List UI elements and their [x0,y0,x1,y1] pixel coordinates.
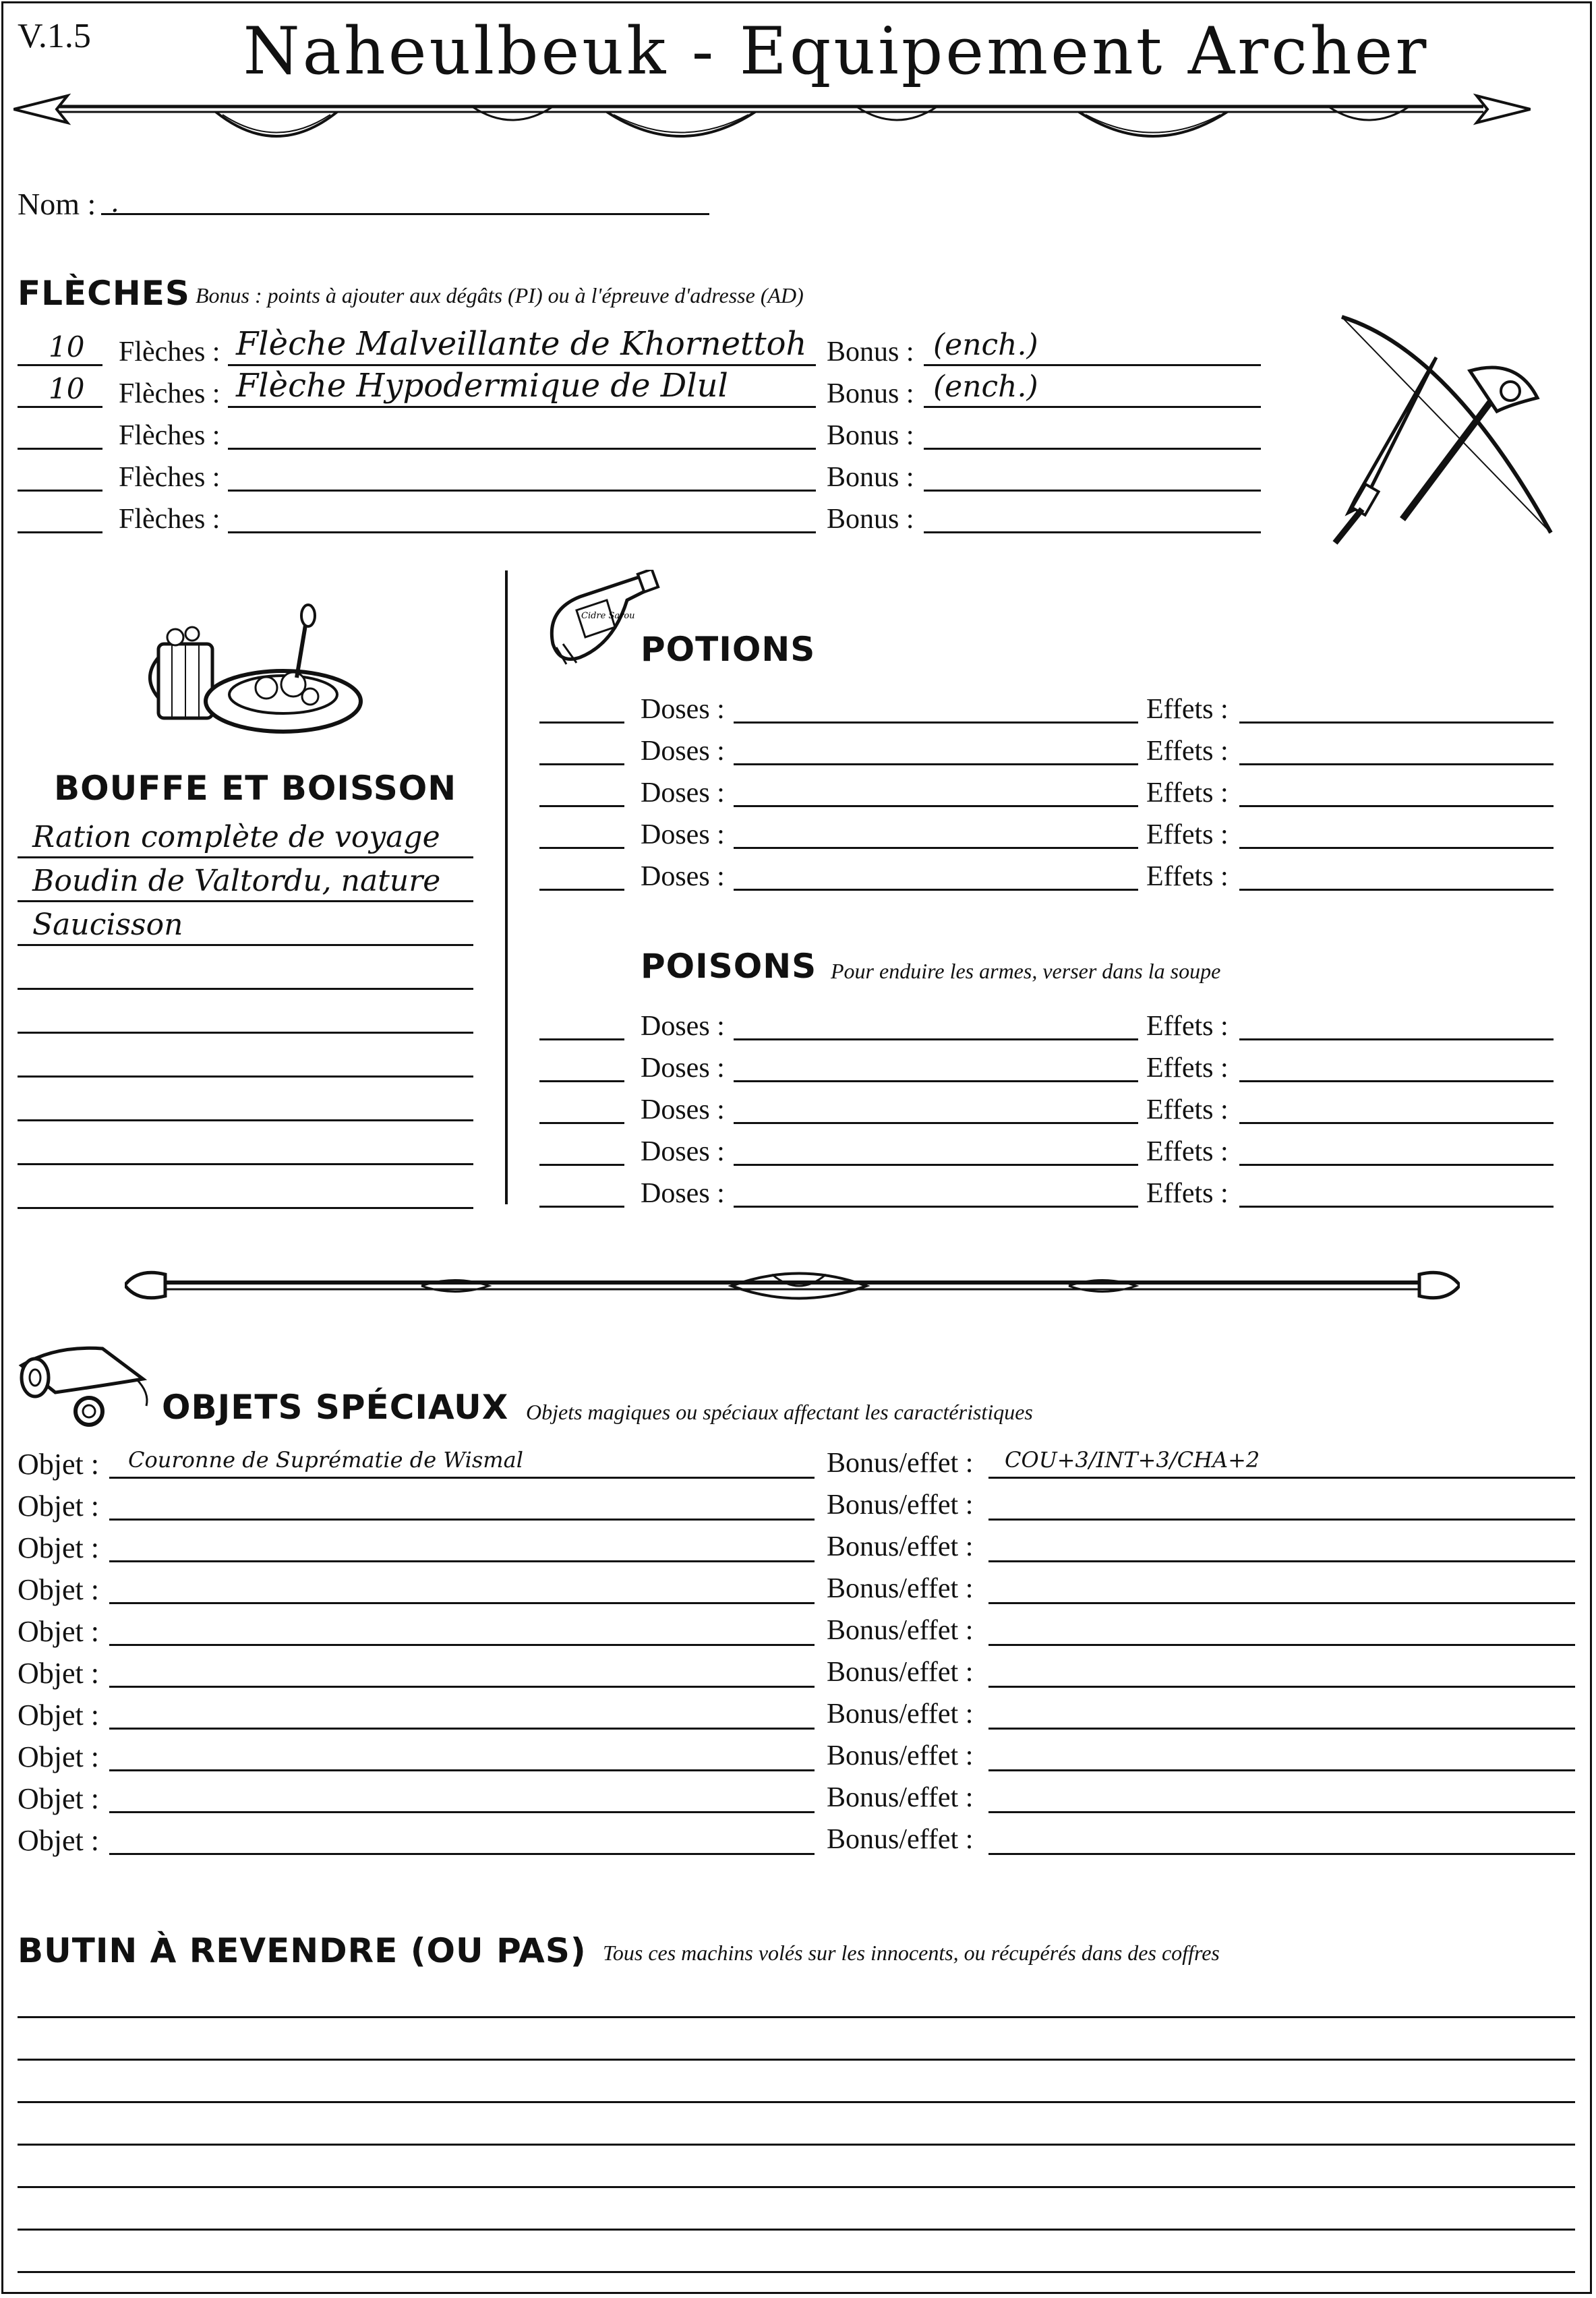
objet-bonus-label: Bonus/effet : [827,1657,974,1688]
objet-bonus-label: Bonus/effet : [827,1782,974,1813]
objet-bonus-field[interactable] [988,1811,1575,1813]
objet-name-field[interactable] [109,1644,815,1646]
poison-effets-label: Effets : [1146,1094,1229,1125]
fleches-qty-field[interactable] [18,364,102,366]
poison-qty-field[interactable] [539,1038,624,1040]
fleches-qty-field[interactable] [18,531,102,533]
objet-bonus-label: Bonus/effet : [827,1448,974,1479]
fleches-qty-field[interactable] [18,406,102,408]
objet-bonus-field[interactable] [988,1769,1575,1771]
potion-effets-field[interactable] [1239,847,1554,849]
fleches-name-field[interactable] [228,490,816,492]
poison-qty-field[interactable] [539,1206,624,1208]
poison-effets-label: Effets : [1146,1178,1229,1209]
food-and-mug-icon [138,603,367,738]
poisons-note: Pour enduire les armes, verser dans la soupe [831,959,1221,983]
potion-doses-label: Doses : [641,819,725,850]
fleches-qty-value: 10 [49,330,85,363]
objet-name-field[interactable] [109,1560,815,1562]
fleches-name-field[interactable] [228,531,816,533]
nom-field[interactable] [101,213,709,215]
objet-bonus-field[interactable] [988,1477,1575,1479]
objet-name-field[interactable] [109,1853,815,1855]
bouffe-line-field[interactable] [18,1207,473,1209]
fleches-name-value: Flèche Malveillante de Khornettoh [236,325,807,363]
bouffe-line-field[interactable] [18,856,473,858]
poison-effets-field[interactable] [1239,1206,1554,1208]
potion-qty-field[interactable] [539,847,624,849]
bouffe-line-field[interactable] [18,1076,473,1078]
bouffe-line-field[interactable] [18,1032,473,1034]
butin-heading: BUTIN À REVENDRE (OU PAS) [18,1931,587,1970]
objet-label: Objet : [18,1740,99,1773]
poison-effets-field[interactable] [1239,1164,1554,1166]
bouffe-item-value: Saucisson [32,908,183,942]
poison-doses-label: Doses : [641,1094,725,1125]
fleches-bonus-field[interactable] [924,490,1261,492]
objet-label: Objet : [18,1657,99,1690]
fleches-name-field[interactable] [228,448,816,450]
poison-effets-field[interactable] [1239,1038,1554,1040]
potion-effets-label: Effets : [1146,819,1229,850]
fleches-qty-field[interactable] [18,448,102,450]
potion-doses-field[interactable] [734,847,1138,849]
poison-doses-field[interactable] [734,1038,1138,1040]
poison-doses-field[interactable] [734,1080,1138,1082]
fleches-bonus-label: Bonus : [827,420,914,451]
objet-label: Objet : [18,1573,99,1606]
fleches-heading: FLÈCHES [18,274,190,313]
page-title: Naheulbeuk - Equipement Archer [243,13,1429,89]
fleches-qty-field[interactable] [18,490,102,492]
bouffe-line-field[interactable] [18,944,473,946]
poison-effets-field[interactable] [1239,1080,1554,1082]
fleches-item-label: Flèches : [119,336,220,367]
poison-effets-label: Effets : [1146,1053,1229,1084]
potion-doses-field[interactable] [734,763,1138,765]
butin-line-field[interactable] [18,2186,1575,2188]
column-divider [505,570,508,1204]
objet-label: Objet : [18,1824,99,1857]
fleches-bonus-field[interactable] [924,531,1261,533]
potion-effets-label: Effets : [1146,694,1229,725]
objet-bonus-field[interactable] [988,1728,1575,1730]
fleches-item-label: Flèches : [119,504,220,535]
poison-doses-label: Doses : [641,1011,725,1042]
potion-doses-label: Doses : [641,694,725,725]
fleches-name-field[interactable] [228,364,816,366]
objet-bonus-label: Bonus/effet : [827,1573,974,1604]
poison-effets-field[interactable] [1239,1122,1554,1124]
potion-doses-label: Doses : [641,777,725,808]
bouffe-heading: BOUFFE ET BOISSON [54,769,457,808]
objet-bonus-field[interactable] [988,1686,1575,1688]
butin-line-field[interactable] [18,2101,1575,2103]
butin-line-field[interactable] [18,2229,1575,2231]
poison-doses-label: Doses : [641,1053,725,1084]
butin-note: Tous ces machins volés sur les innocents, ou récupérés dans des coffres [603,1941,1220,1965]
objet-bonus-label: Bonus/effet : [827,1699,974,1730]
fleches-item-label: Flèches : [119,462,220,493]
poison-doses-field[interactable] [734,1164,1138,1166]
objet-bonus-value: COU+3/INT+3/CHA+2 [1005,1447,1260,1473]
fleches-bonus-value: (ench.) [933,328,1038,362]
version-label: V.1.5 [18,17,91,55]
objet-label: Objet : [18,1615,99,1648]
fleches-name-field[interactable] [228,406,816,408]
scroll-and-ring-icon [15,1338,156,1433]
objet-bonus-field[interactable] [988,1519,1575,1521]
fleches-bonus-label: Bonus : [827,378,914,409]
objet-bonus-label: Bonus/effet : [827,1531,974,1562]
crossed-weapons-icon [1315,310,1571,553]
staff-ornament-icon [125,1254,1460,1315]
fleches-item-label: Flèches : [119,378,220,409]
objet-bonus-field[interactable] [988,1644,1575,1646]
potion-effets-label: Effets : [1146,777,1229,808]
objet-label: Objet : [18,1490,99,1523]
potion-doses-label: Doses : [641,861,725,892]
objet-bonus-field[interactable] [988,1602,1575,1604]
potion-qty-field[interactable] [539,805,624,807]
objet-name-field[interactable] [109,1477,815,1479]
nom-value: . [111,187,119,218]
poison-qty-field[interactable] [539,1080,624,1082]
objet-label: Objet : [18,1699,99,1732]
fleches-item-label: Flèches : [119,420,220,451]
objet-name-field[interactable] [109,1769,815,1771]
objet-name-field[interactable] [109,1686,815,1688]
poison-doses-field[interactable] [734,1122,1138,1124]
butin-line-field[interactable] [18,2144,1575,2146]
potion-doses-label: Doses : [641,736,725,767]
potions-heading: POTIONS [641,630,816,669]
objet-bonus-field[interactable] [988,1853,1575,1855]
butin-line-field[interactable] [18,2059,1575,2061]
potion-effets-field[interactable] [1239,805,1554,807]
objet-label: Objet : [18,1531,99,1564]
objet-bonus-label: Bonus/effet : [827,1615,974,1646]
potion-doses-field[interactable] [734,889,1138,891]
objet-bonus-label: Bonus/effet : [827,1490,974,1521]
objet-name-value: Couronne de Suprématie de Wismal [128,1447,523,1473]
butin-line-field[interactable] [18,2271,1575,2273]
objet-bonus-field[interactable] [988,1560,1575,1562]
objet-name-field[interactable] [109,1728,815,1730]
potion-qty-field[interactable] [539,721,624,724]
potion-qty-field[interactable] [539,763,624,765]
arrow-ornament-icon [13,86,1531,147]
poison-effets-label: Effets : [1146,1136,1229,1167]
poison-qty-field[interactable] [539,1164,624,1166]
poison-effets-label: Effets : [1146,1011,1229,1042]
fleches-note: Bonus : points à ajouter aux dégâts (PI) ou à l'épreuve d'adresse (AD) [196,283,804,307]
potion-effets-field[interactable] [1239,763,1554,765]
fleches-bonus-field[interactable] [924,448,1261,450]
potion-effets-field[interactable] [1239,889,1554,891]
potion-qty-field[interactable] [539,889,624,891]
potion-effets-field[interactable] [1239,721,1554,724]
fleches-bonus-label: Bonus : [827,462,914,493]
bouffe-line-field[interactable] [18,1163,473,1165]
potion-effets-label: Effets : [1146,736,1229,767]
fleches-bonus-field[interactable] [924,406,1261,408]
fleches-name-value: Flèche Hypodermique de Dlul [236,367,728,405]
poison-qty-field[interactable] [539,1122,624,1124]
potion-doses-field[interactable] [734,805,1138,807]
potion-effets-label: Effets : [1146,861,1229,892]
bouffe-item-value: Boudin de Valtordu, nature [32,864,441,898]
fleches-bonus-label: Bonus : [827,504,914,535]
objet-bonus-label: Bonus/effet : [827,1824,974,1855]
objets-heading: OBJETS SPÉCIAUX [162,1388,509,1427]
butin-line-field[interactable] [18,2016,1575,2018]
potion-label-text: Cidre Sarou [581,611,635,621]
bouffe-line-field[interactable] [18,1119,473,1121]
bouffe-line-field[interactable] [18,988,473,990]
potion-doses-field[interactable] [734,721,1138,724]
bouffe-item-value: Ration complète de voyage [32,820,440,854]
poisons-heading: POISONS [641,947,817,986]
bouffe-line-field[interactable] [18,900,473,902]
objet-name-field[interactable] [109,1519,815,1521]
objets-note: Objets magiques ou spéciaux affectant les caractéristiques [526,1400,1033,1424]
objet-name-field[interactable] [109,1811,815,1813]
objet-label: Objet : [18,1448,99,1481]
objet-label: Objet : [18,1782,99,1815]
fleches-bonus-label: Bonus : [827,336,914,367]
poison-doses-label: Doses : [641,1178,725,1209]
nom-label: Nom : [18,187,96,221]
objet-bonus-label: Bonus/effet : [827,1740,974,1771]
fleches-qty-value: 10 [49,372,85,405]
objet-name-field[interactable] [109,1602,815,1604]
fleches-bonus-value: (ench.) [933,370,1038,404]
fleches-bonus-field[interactable] [924,364,1261,366]
poison-doses-field[interactable] [734,1206,1138,1208]
poison-doses-label: Doses : [641,1136,725,1167]
